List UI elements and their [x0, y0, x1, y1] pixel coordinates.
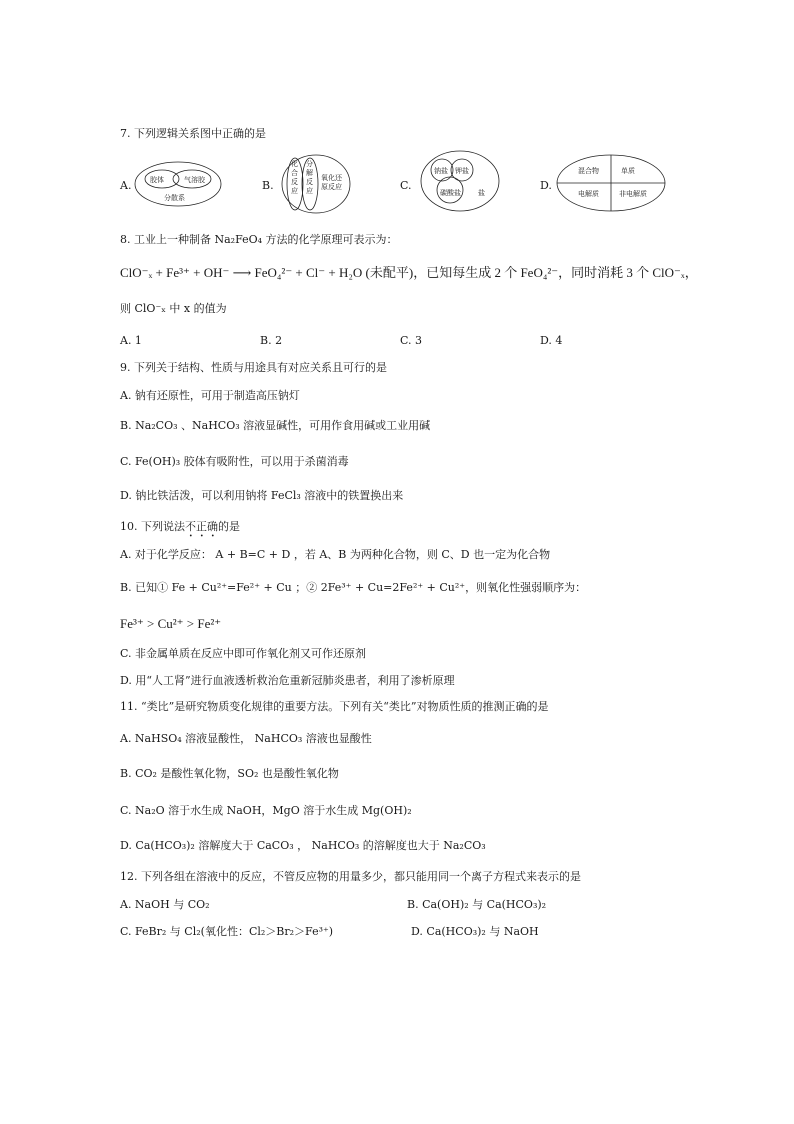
svg-text:合: 合	[291, 169, 298, 177]
q7-option-d-label: D.	[540, 179, 552, 192]
svg-text:电解质: 电解质	[578, 190, 599, 198]
q12-option-b: B. Ca(OH)₂ 与 Ca(HCO₃)₂	[407, 898, 547, 911]
q7-stem: 7. 下列逻辑关系图中正确的是	[120, 127, 266, 140]
q10-option-d: D. 用“人工肾”进行血液透析救治危重新冠肺炎患者，利用了渗析原理	[120, 674, 455, 687]
q8-option-d: D. 4	[540, 334, 563, 347]
q12-option-d: D. Ca(HCO₃)₂ 与 NaOH	[411, 925, 539, 938]
q9-stem: 9. 下列关于结构、性质与用途具有对应关系且可行的是	[120, 361, 387, 374]
svg-text:钾盐: 钾盐	[455, 167, 469, 175]
svg-text:原反应: 原反应	[321, 183, 342, 191]
q11-option-a: A. NaHSO₄ 溶液显酸性， NaHCO₃ 溶液也显酸性	[120, 732, 372, 745]
q8-option-c: C. 3	[400, 334, 423, 347]
q7-a-inner1: 胶体	[150, 176, 164, 184]
q7-diagram-c	[420, 150, 500, 212]
q7-option-a-label: A.	[120, 179, 132, 192]
q8-equation: ClO⁻ₓ + Fe³⁺ + OH⁻ ⟶ FeO₄²⁻ + Cl⁻ + H₂O (未配平)，已知每生成 2 个 FeO₄²⁻，同时消耗 3 个 ClO⁻ₓ，	[120, 265, 698, 280]
svg-text:反: 反	[306, 178, 313, 186]
svg-text:氧化还: 氧化还	[321, 174, 342, 182]
q7-diagram-d	[556, 154, 666, 212]
q8-tail: 则 ClO⁻ₓ 中 x 的值为	[120, 302, 227, 315]
q7-option-b-label: B.	[262, 179, 274, 192]
q7-option-c-label: C.	[400, 179, 412, 192]
q10-stem-emphasis: 不正确	[185, 520, 218, 533]
q9-option-b: B. Na₂CO₃ 、NaHCO₃ 溶液显碱性，可用作食用碱或工业用碱	[120, 419, 431, 432]
q8-option-b: B. 2	[260, 334, 283, 347]
svg-text:盐: 盐	[478, 189, 485, 197]
q10-stem: 10. 下列说法不正确的是	[120, 520, 240, 533]
q8-stem: 8. 工业上一种制备 Na₂FeO₄ 方法的化学原理可表示为：	[120, 233, 398, 246]
q9-option-a: A. 钠有还原性，可用于制造高压钠灯	[120, 389, 300, 402]
q11-option-d: D. Ca(HCO₃)₂ 溶解度大于 CaCO₃ ， NaHCO₃ 的溶解度也大于 Na₂CO₃	[120, 839, 486, 852]
svg-text:单质: 单质	[621, 167, 635, 175]
q10-option-b: B. 已知① Fe + Cu²⁺=Fe²⁺ + Cu ；② 2Fe³⁺ + Cu=2Fe²⁺ + Cu²⁺，则氧化性强弱顺序为：	[120, 581, 587, 594]
q10-option-c: C. 非金属单质在反应中即可作氧化剂又可作还原剂	[120, 647, 367, 660]
q12-option-a: A. NaOH 与 CO₂	[120, 898, 210, 911]
q12-option-c: C. FeBr₂ 与 Cl₂(氧化性：Cl₂＞Br₂＞Fe³⁺)	[120, 925, 334, 938]
q7-b-c1-1: 化	[291, 160, 298, 168]
q11-option-c: C. Na₂O 溶于水生成 NaOH，MgO 溶于水生成 Mg(OH)₂	[120, 804, 412, 817]
q8-option-a: A. 1	[120, 334, 142, 347]
svg-text:非电解质: 非电解质	[619, 190, 647, 198]
svg-text:解: 解	[306, 169, 313, 177]
q7-a-inner2: 气溶胶	[184, 176, 205, 184]
q12-stem: 12. 下列各组在溶液中的反应，不管反应物的用量多少，都只能用同一个离子方程式来表示的是	[120, 870, 581, 883]
q7-a-outer: 分散系	[164, 194, 185, 202]
q7-diagram-b	[281, 154, 351, 214]
q9-option-c: C. Fe(OH)₃ 胶体有吸附性，可以用于杀菌消毒	[120, 455, 349, 468]
svg-text:钠盐: 钠盐	[434, 167, 448, 175]
q11-stem: 11. “类比”是研究物质变化规律的重要方法。下列有关“类比”对物质性质的推测正确的是	[120, 700, 549, 713]
svg-text:应: 应	[291, 187, 298, 195]
q10-option-b-order: Fe³⁺ > Cu²⁺ > Fe²⁺	[120, 616, 222, 631]
q7-b-c2-1: 分	[306, 160, 313, 168]
q10-option-a: A. 对于化学反应： A + B=C + D ，若 A、B 为两种化合物，则 C、D 也一定为化合物	[120, 548, 551, 561]
q11-option-b: B. CO₂ 是酸性氧化物，SO₂ 也是酸性氧化物	[120, 767, 339, 780]
svg-text:应: 应	[306, 187, 313, 195]
q9-option-d: D. 钠比铁活泼，可以利用钠将 FeCl₃ 溶液中的铁置换出来	[120, 489, 404, 502]
svg-text:反: 反	[291, 178, 298, 186]
q7-diagram-a	[134, 160, 222, 208]
svg-text:碳酸盐: 碳酸盐	[440, 189, 461, 197]
svg-text:混合物: 混合物	[578, 167, 599, 175]
